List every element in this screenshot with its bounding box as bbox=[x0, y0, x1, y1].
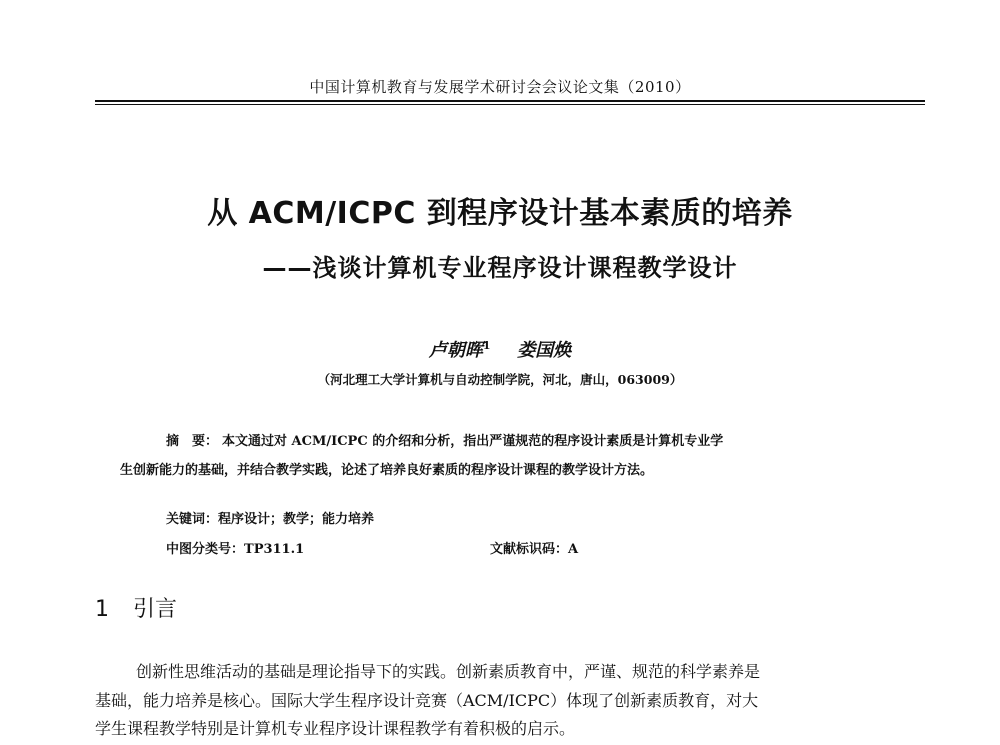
classification-number bbox=[166, 538, 304, 557]
author-name: 娄国焕 bbox=[517, 340, 572, 361]
abstract-text: 生创新能力的基础，并结合教学实践，论述了培养良好素质的程序设计课程的教学设计方法。 bbox=[120, 463, 654, 478]
section-heading bbox=[95, 592, 177, 623]
abstract-label: 摘 要： bbox=[166, 434, 219, 449]
document-code bbox=[490, 538, 578, 557]
paper-subtitle: ——浅谈计算机专业程序设计课程教学设计 bbox=[262, 254, 738, 282]
document-code-value: A bbox=[568, 542, 579, 557]
paper-title: 从 ACM/ICPC 到程序设计基本素质的培养 bbox=[207, 196, 793, 231]
classification-label: 中图分类号： bbox=[166, 542, 245, 557]
abstract-text: 本文通过对 ACM/ICPC 的介绍和分析，指出严谨规范的程序设计素质是计算机专业学 bbox=[222, 434, 724, 449]
abstract-line bbox=[166, 430, 723, 449]
running-header: 中国计算机教育与发展学术研讨会会议论文集（2010） bbox=[309, 78, 691, 96]
keywords-label: 关键词： bbox=[166, 512, 219, 527]
author-line bbox=[0, 336, 1000, 362]
author-affiliation-mark: 1 bbox=[482, 339, 491, 352]
header-rule-thick bbox=[95, 100, 925, 102]
classification-value: TP311.1 bbox=[244, 542, 305, 557]
document-code-label: 文献标识码： bbox=[490, 542, 569, 557]
paragraph-line: 创新性思维活动的基础是理论指导下的实践。创新素质教育中，严谨、规范的科学素养是 bbox=[136, 662, 761, 681]
keywords-value: 程序设计；教学；能力培养 bbox=[218, 512, 375, 527]
header-rule-thin bbox=[95, 104, 925, 105]
paragraph-line: 基础，能力培养是核心。国际大学生程序设计竞赛（ACM/ICPC）体现了创新素质教育，对大 bbox=[95, 691, 759, 710]
author-name: 卢朝晖 bbox=[428, 340, 483, 361]
keywords bbox=[166, 508, 374, 527]
section-title: 引言 bbox=[133, 597, 178, 622]
affiliation: （河北理工大学计算机与自动控制学院，河北，唐山，063009） bbox=[317, 372, 683, 387]
section-number: 1 bbox=[95, 597, 109, 622]
abstract-line bbox=[120, 459, 653, 478]
paragraph-line: 学生课程教学特别是计算机专业程序设计课程教学有着积极的启示。 bbox=[95, 719, 576, 738]
